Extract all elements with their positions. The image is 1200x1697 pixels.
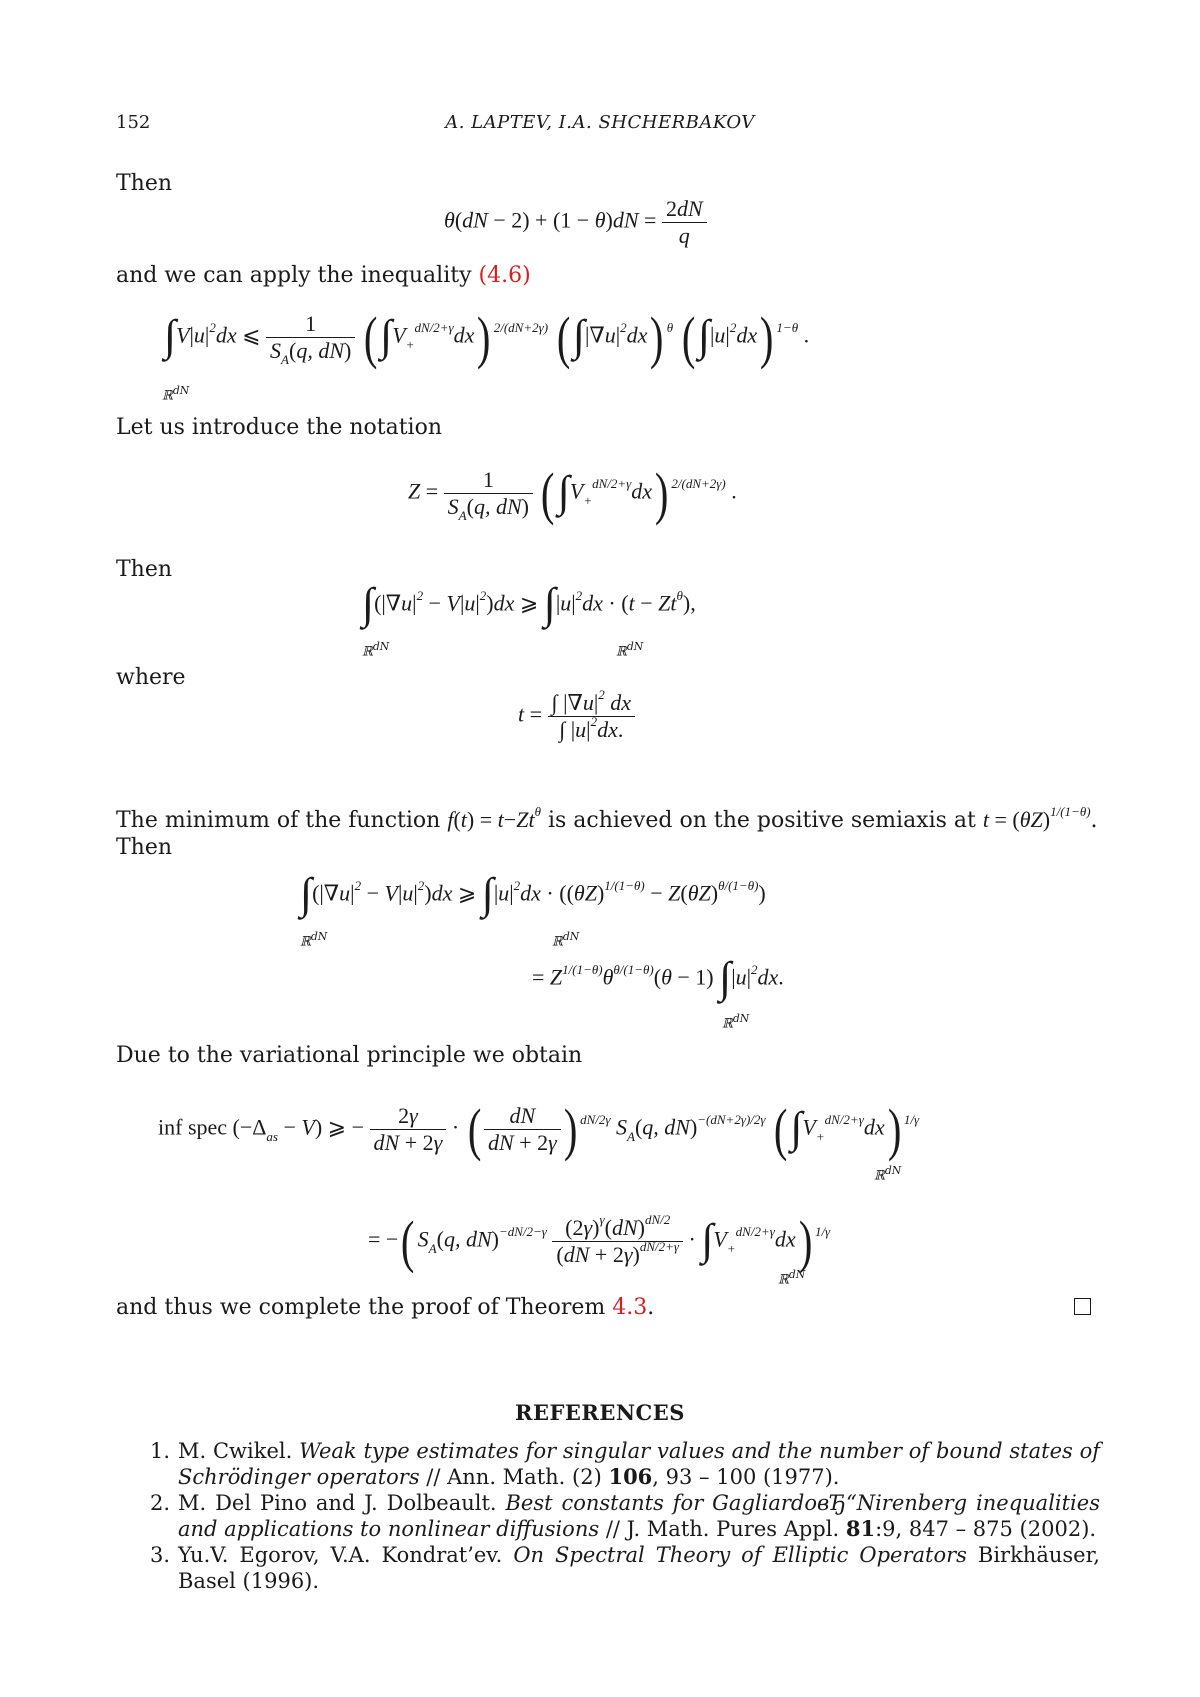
domain-label: ℝ$^{dN}$ — [300, 930, 328, 950]
equation-inf-spec-final: = −( $S_A(q$, dN)$^{-dN/2-\gamma}$ $\frac{(2\gamma)^\gamma(dN)^{dN/2}}{(dN + 2\gamma)^{dN/2+\gamma}}$ · $\int V_+^{dN/2+\gamma}dx$) $^{1/\gamma}$ — [368, 1209, 831, 1274]
text-variational-principle: Due to the variational principle we obtain — [116, 1043, 583, 1068]
domain-label: ℝ$^{dN}$ — [362, 640, 390, 660]
domain-label: ℝ$^{dN}$ — [874, 1164, 902, 1184]
reference-item: 1. M. Cwikel. Weak type estimates for singular values and the number of bound states of Schrödinger operators // Ann. Math. (2) 106, 93 – 100 (1977). — [149, 1439, 1100, 1489]
equation-main-inequality: $\int V|u|^2dx$ ⩽ $\frac{1}{S_A(q, dN)}$ $(\int V_+^{dN/2+\gamma}dx)$ $^{2/(dN+2\gamma)}$ $(\int|\nabla u|^2dx)$ $^\theta$ $(\int|u|^2dx)$ $^{1-\theta}$ . — [164, 305, 810, 370]
references-list — [140, 1438, 1100, 1594]
equation-inf-spec: inf spec $(-\Delta_{as} - V)$ ⩾ − $\frac{2\gamma}{dN + 2\gamma}$ · ( $\frac{dN}{dN + 2\gamma}$ ) $^{dN/2\gamma}$ $S_A(q$, dN)$^{-(dN+2\gamma)/2\gamma}$ $(\int V_+^{dN/2+\gamma}dx)$ $^{1/\gamma}$ — [158, 1097, 920, 1162]
equation-energy-bound: $\int(|\nabla u|^2 - V|u|^2)dx$ ⩾ $\int|u|^2dx \cdot (t - Zt^\theta)$, — [362, 579, 696, 628]
text-apply-inequality: and we can apply the inequality (4.6) — [116, 263, 531, 288]
domain-label: ℝ$^{dN}$ — [552, 930, 580, 950]
reference-item: 2. M. Del Pino and J. Dolbeault. Best constants for GagliardoвЂ“Nirenberg inequalities and applications to nonlinear diffusions // J. Math. Pures Appl. 81:9, 847 – 875 (2002). — [149, 1491, 1100, 1541]
domain-label: ℝ$^{dN}$ — [162, 384, 190, 404]
text-minimum: The minimum of the function $f(t) = t-Zt^\theta$ is achieved on the positive semiaxis at $t = (\theta Z)^{1/(1-\theta)}$. — [116, 804, 1098, 833]
equation-z-definition: Z = $\frac{1}{S_A(q, dN)}$ $(\int V_+^{dN/2+\gamma}dx)$ $^{2/(dN+2\gamma)}$ . — [408, 461, 737, 526]
domain-label: ℝ$^{dN}$ — [616, 640, 644, 660]
qed-symbol — [1074, 1298, 1091, 1315]
ref-eq-4-6[interactable]: (4.6) — [478, 263, 531, 288]
equation-t-definition: t = $\frac{\int |\nabla u|^2 dx}{\int |u|^2dx.}$ — [518, 690, 635, 743]
running-head: A. LAPTEV, I.A. SHCHERBAKOV — [445, 112, 755, 133]
text-then-2: Then — [116, 557, 173, 582]
text-then-1: Then — [116, 171, 173, 196]
domain-label: ℝ$^{dN}$ — [778, 1268, 806, 1288]
page-number: 152 — [116, 112, 151, 133]
text-then-3: Then — [116, 835, 173, 860]
domain-label: ℝ$^{dN}$ — [722, 1012, 750, 1032]
reference-item: 3. Yu.V. Egorov, V.A. Kondrat’ev. On Spectral Theory of Elliptic Operators Birkhäuser, Basel (1996). — [149, 1543, 1100, 1593]
ref-theorem-4-3[interactable]: 4.3 — [612, 1295, 648, 1320]
text-notation: Let us introduce the notation — [116, 415, 442, 440]
text-complete-proof: and thus we complete the proof of Theorem 4.3. — [116, 1295, 655, 1320]
references-heading: REFERENCES — [515, 1400, 685, 1425]
text-where: where — [116, 665, 186, 690]
equation-minimized-value: = $Z^{1/(1-\theta)}\theta^{\theta/(1-\theta)}(\theta - 1)$ $\int|u|^2dx$. — [532, 953, 784, 1002]
equation-theta-identity: θ(dN − 2) + (1 − θ)dN = $\frac{2dN}{q}$ — [444, 196, 707, 249]
equation-minimized-bound: $\int(|\nabla u|^2 - V|u|^2)dx$ ⩾ $\int|u|^2dx \cdot ((\theta Z)^{1/(1-\theta)} - Z(\theta Z)^{\theta/(1-\theta)})$ — [300, 869, 766, 918]
